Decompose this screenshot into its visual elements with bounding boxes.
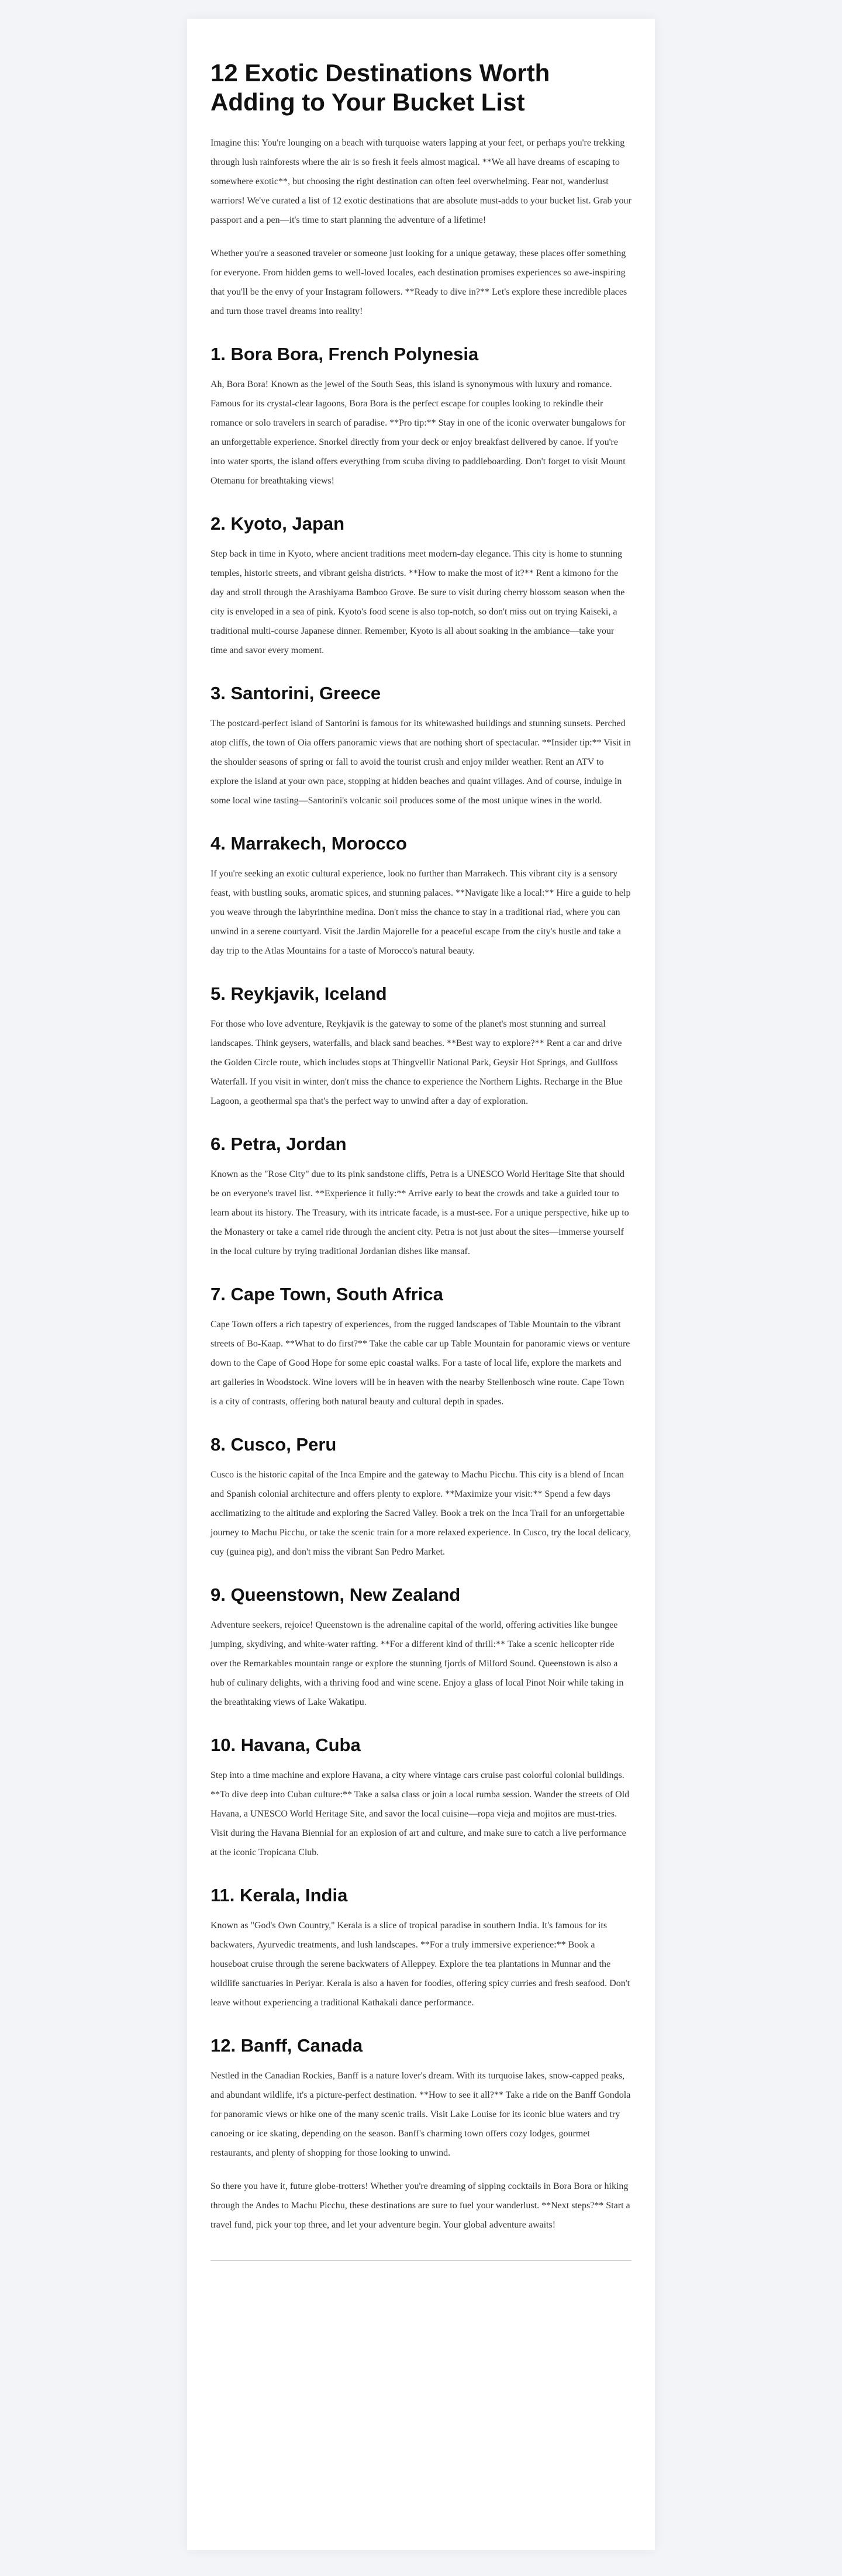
section-heading: 10. Havana, Cuba [210,1735,361,1755]
section-heading: 3. Santorini, Greece [210,683,381,703]
section-paragraph: For those who love adventure, Reykjavik is the gateway to some of the planet's most stunning and surreal landscapes. Think geysers, waterfalls, and black sand beaches. **Best way to explore?** Rent a car and drive the Golden Circle route, which includes stops at Thingvellir National Park, Geysir Hot Springs, and Gullfoss Waterfall. If you visit in winter, don't miss the chance to experience the Northern Lights. Recharge in the Blue Lagoon, a geothermal spa that's the perfect way to unwind after a day of exploration. [210,1019,623,1106]
section-heading: 9. Queenstown, New Zealand [210,1584,461,1605]
outro-paragraph: So there you have it, future globe-trotters! Whether you're dreaming of sipping cocktails in Bora Bora or hiking through the Andes to Machu Picchu, these destinations are sure to fuel your wanderlust. **Next steps?** Start a travel fund, pick your top three, and let your adventure begin. Your global adventure awaits! [210,2181,630,2230]
section-paragraph: The postcard-perfect island of Santorini is famous for its whitewashed buildings and stunning sunsets. Perched atop cliffs, the town of Oia offers panoramic views that are nothing short of spectacular. **Insider tip:** Visit in the shoulder seasons of spring or fall to avoid the tourist crush and enjoy milder weather. Rent an ATV to explore the island at your own pace, stopping at hidden beaches and quaint villages. And of course, indulge in some local wine tasting—Santorini's volcanic soil produces some of the most unique wines in the world. [210,719,631,806]
section-paragraph: Known as the "Rose City" due to its pink sandstone cliffs, Petra is a UNESCO World Heritage Site that should be on everyone's travel list. **Experience it fully:** Arrive early to beat the crowds and take a guided tour to learn about its history. The Treasury, with its intricate facade, is a must-see. For a unique perspective, hike up to the Monastery or take a camel ride through the ancient city. Petra is not just about the sites—immerse yourself in the local culture by trying traditional Jordanian dishes like mansaf. [210,1169,629,1256]
section-heading: 11. Kerala, India [210,1885,348,1905]
section-heading: 6. Petra, Jordan [210,1134,347,1154]
intro-paragraph: Whether you're a seasoned traveler or someone just looking for a unique getaway, these places offer something for everyone. From hidden gems to well-loved locales, each destination promises experiences so awe-inspiring that you'll be the envy of your Instagram followers. **Ready to dive in?** Let's explore these incredible places and turn those travel dreams into reality! [210,248,627,316]
section-paragraph: Adventure seekers, rejoice! Queenstown is the adrenaline capital of the world, offering activities like bungee jumping, skydiving, and white-water rafting. **For a different kind of thrill:** Take a scenic helicopter ride over the Remarkables mountain range or explore the stunning fjords of Milford Sound. Queenstown is also a hub of culinary delights, with a thriving food and wine scene. Enjoy a glass of local Pinot Noir while taking in the breathtaking views of Lake Wakatipu. [210,1620,624,1707]
section-heading: 12. Banff, Canada [210,2035,363,2056]
section-heading: 7. Cape Town, South Africa [210,1284,443,1304]
section-heading: 4. Marrakech, Morocco [210,833,407,854]
section-heading: 5. Reykjavik, Iceland [210,983,387,1004]
section-paragraph: Known as "God's Own Country," Kerala is a slice of tropical paradise in southern India. It's famous for its backwaters, Ayurvedic treatments, and lush landscapes. **For a truly immersive experience:** Book a houseboat cruise through the serene backwaters of Alleppey. Explore the tea plantations in Munnar and the wildlife sanctuaries in Periyar. Kerala is also a haven for foodies, offering spicy curries and fresh seafood. Don't leave without experiencing a traditional Kathakali dance performance. [210,1921,630,2008]
article-title: 12 Exotic Destinations Worth Adding to Your Bucket List [210,59,550,116]
section-paragraph: Cape Town offers a rich tapestry of experiences, from the rugged landscapes of Table Mountain to the vibrant streets of Bo-Kaap. **What to do first?** Take the cable car up Table Mountain for panoramic views or venture down to the Cape of Good Hope for some epic coastal walks. For a taste of local life, explore the markets and art galleries in Woodstock. Wine lovers will be in heaven with the nearby Stellenbosch wine route. Cape Town is a city of contrasts, offering both natural beauty and cultural depth in spades. [210,1320,630,1407]
footer-divider [210,2260,632,2261]
article-card [187,19,655,2550]
intro-paragraph: Imagine this: You're lounging on a beach with turquoise waters lapping at your feet, or perhaps you're trekking through lush rainforests where the air is so fresh it feels almost magical. **We all have dreams of escaping to somewhere exotic**, but choosing the right destination can often feel overwhelming. Fear not, wanderlust warriors! We've curated a list of 12 exotic destinations that are absolute must-adds to your bucket list. Grab your passport and a pen—it's time to start planning the adventure of a lifetime! [210,138,632,225]
section-heading: 1. Bora Bora, French Polynesia [210,344,479,364]
section-paragraph: Step back in time in Kyoto, where ancient traditions meet modern-day elegance. This city is home to stunning temples, historic streets, and vibrant geisha districts. **How to make the most of it?** Rent a kimono for the day and stroll through the Arashiyama Bamboo Grove. Be sure to visit during cherry blossom season when the city is enveloped in a sea of pink. Kyoto's food scene is also top-notch, so don't miss out on trying Kaiseki, a traditional multi-course Japanese dinner. Remember, Kyoto is all about soaking in the ambiance—take your time and savor every moment. [210,549,625,655]
section-paragraph: Nestled in the Canadian Rockies, Banff is a nature lover's dream. With its turquoise lakes, snow-capped peaks, and abundant wildlife, it's a picture-perfect destination. **How to see it all?** Take a ride on the Banff Gondola for panoramic views or hike one of the many scenic trails. Visit Lake Louise for its iconic blue waters and try canoeing or ice skating, depending on the season. Banff's charming town offers cozy lodges, gourmet restaurants, and plenty of shopping for those looking to unwind. [210,2071,631,2158]
section-paragraph: Cusco is the historic capital of the Inca Empire and the gateway to Machu Picchu. This city is a blend of Incan and Spanish colonial architecture and offers plenty to explore. **Maximize your visit:** Spend a few days acclimatizing to the altitude and exploring the Sacred Valley. Book a trek on the Inca Trail for an unforgettable journey to Machu Picchu, or take the scenic train for a more relaxed experience. In Cusco, try the local delicacy, cuy (guinea pig), and don't miss the vibrant San Pedro Market. [210,1470,632,1557]
section-heading: 8. Cusco, Peru [210,1434,337,1455]
section-heading: 2. Kyoto, Japan [210,513,345,534]
section-paragraph: If you're seeking an exotic cultural experience, look no further than Marrakech. This vibrant city is a sensory feast, with bustling souks, aromatic spices, and stunning palaces. **Navigate like a local:** Hire a guide to help you weave through the labyrinthine medina. Don't miss the chance to stay in a traditional riad, where you can unwind in a serene courtyard. Visit the Jardin Majorelle for a peaceful escape from the city's hustle and take a day trip to the Atlas Mountains for a taste of Morocco's natural beauty. [210,869,631,956]
section-paragraph: Ah, Bora Bora! Known as the jewel of the South Seas, this island is synonymous with luxury and romance. Famous for its crystal-clear lagoons, Bora Bora is the perfect escape for couples looking to rekindle their romance or solo travelers in search of paradise. **Pro tip:** Stay in one of the iconic overwater bungalows for an unforgettable experience. Snorkel directly from your deck or enjoy breakfast delivered by canoe. If you're into water sports, the island offers everything from scuba diving to paddleboarding. Don't forget to visit Mount Otemanu for breathtaking views! [210,379,626,486]
section-paragraph: Step into a time machine and explore Havana, a city where vintage cars cruise past colorful colonial buildings. **To dive deep into Cuban culture:** Take a salsa class or join a local rumba session. Wander the streets of Old Havana, a UNESCO World Heritage Site, and savor the local cuisine—ropa vieja and mojitos are must-tries. Visit during the Havana Biennial for an explosion of art and culture, and make sure to catch a live performance at the iconic Tropicana Club. [210,1770,630,1857]
